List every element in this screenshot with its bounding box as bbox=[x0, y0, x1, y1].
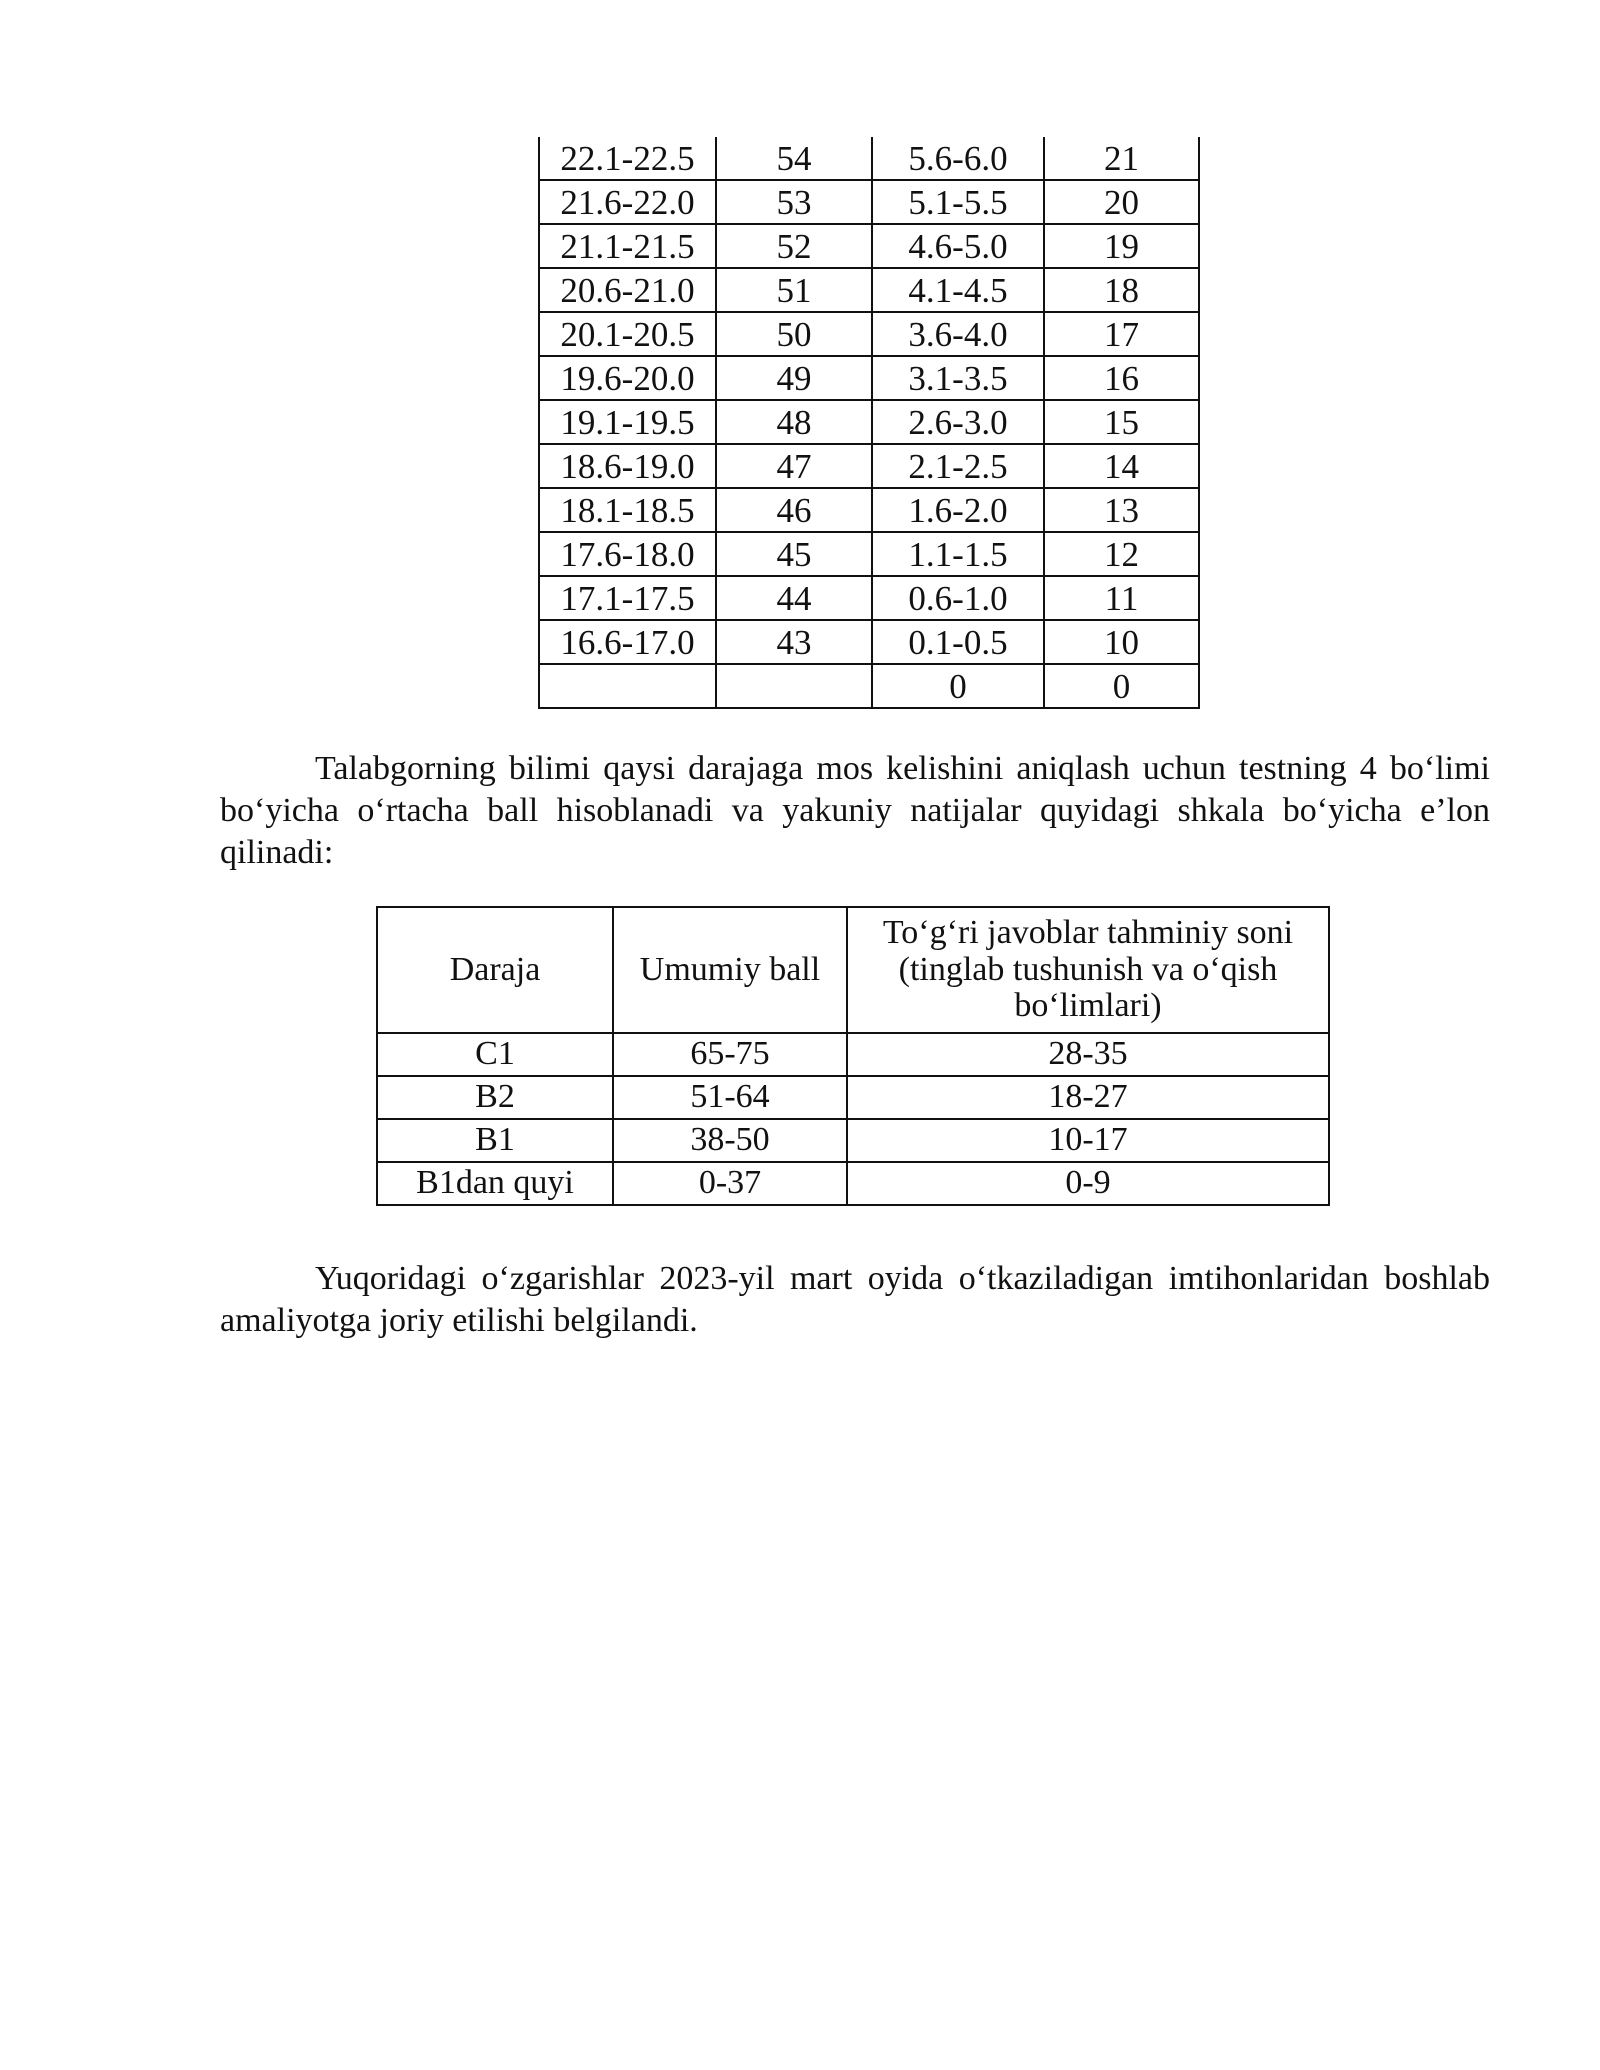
correct-answers-column-header bbox=[847, 907, 1329, 1033]
scale-intro-paragraph: Talabgorning bilimi qaysi darajaga mos kelishini aniqlash uchun testning 4 bo‘limi bo‘yicha o‘rtacha ball hisoblanadi va yakuniy natijalar quyidagi shkala bo‘yicha e’lon qilinadi: bbox=[220, 750, 1490, 871]
table-cell: 19.1-19.5 bbox=[539, 400, 716, 444]
table-cell: 0 bbox=[1044, 664, 1199, 708]
table-row bbox=[377, 1162, 1329, 1205]
table-cell: 3.1-3.5 bbox=[872, 356, 1044, 400]
table-cell: 17.1-17.5 bbox=[539, 576, 716, 620]
table-row bbox=[539, 268, 1199, 312]
level-table-header-row bbox=[377, 907, 1329, 1033]
table-cell: 3.6-4.0 bbox=[872, 312, 1044, 356]
table-cell: B2 bbox=[377, 1076, 613, 1119]
level-table-body bbox=[377, 1033, 1329, 1205]
table-cell: 15 bbox=[1044, 400, 1199, 444]
table-cell: 16 bbox=[1044, 356, 1199, 400]
table-cell: 1.6-2.0 bbox=[872, 488, 1044, 532]
table-cell: 19.6-20.0 bbox=[539, 356, 716, 400]
table-cell: 2.1-2.5 bbox=[872, 444, 1044, 488]
table-cell: 13 bbox=[1044, 488, 1199, 532]
total-score-column-header: Umumiy ball bbox=[613, 907, 847, 1033]
table-cell: 5.6-6.0 bbox=[872, 137, 1044, 180]
table-cell: 5.1-5.5 bbox=[872, 180, 1044, 224]
table-cell: 18 bbox=[1044, 268, 1199, 312]
table-cell: 4.1-4.5 bbox=[872, 268, 1044, 312]
table-cell: 49 bbox=[716, 356, 872, 400]
table-cell: 0.6-1.0 bbox=[872, 576, 1044, 620]
table-cell: 16.6-17.0 bbox=[539, 620, 716, 664]
table-cell: 10 bbox=[1044, 620, 1199, 664]
table-cell: 0-37 bbox=[613, 1162, 847, 1205]
table-cell: 20.1-20.5 bbox=[539, 312, 716, 356]
table-cell: 45 bbox=[716, 532, 872, 576]
table-row bbox=[539, 444, 1199, 488]
table-cell: 1.1-1.5 bbox=[872, 532, 1044, 576]
table-row bbox=[377, 1076, 1329, 1119]
table-cell: B1dan quyi bbox=[377, 1162, 613, 1205]
table-cell: 21.6-22.0 bbox=[539, 180, 716, 224]
table-row bbox=[539, 180, 1199, 224]
table-cell: 44 bbox=[716, 576, 872, 620]
implementation-paragraph: Yuqoridagi o‘zgarishlar 2023-yil mart oyida o‘tkaziladigan imtihonlaridan boshlab amaliyotga joriy etilishi belgilandi. bbox=[220, 1260, 1490, 1339]
level-scale-table bbox=[376, 906, 1330, 1206]
table-cell: 48 bbox=[716, 400, 872, 444]
table-cell: 19 bbox=[1044, 224, 1199, 268]
table-cell: 20.6-21.0 bbox=[539, 268, 716, 312]
level-column-header: Daraja bbox=[377, 907, 613, 1033]
table-cell: 2.6-3.0 bbox=[872, 400, 1044, 444]
table-cell: 12 bbox=[1044, 532, 1199, 576]
table-cell: 14 bbox=[1044, 444, 1199, 488]
table-row bbox=[539, 356, 1199, 400]
table-cell: 38-50 bbox=[613, 1119, 847, 1162]
table-row bbox=[377, 1119, 1329, 1162]
score-table-body bbox=[539, 137, 1199, 708]
table-cell: 0-9 bbox=[847, 1162, 1329, 1205]
table-row bbox=[539, 532, 1199, 576]
table-row bbox=[539, 488, 1199, 532]
table-row bbox=[539, 400, 1199, 444]
table-cell: 53 bbox=[716, 180, 872, 224]
table-cell: 20 bbox=[1044, 180, 1199, 224]
table-cell: 50 bbox=[716, 312, 872, 356]
table-cell: 52 bbox=[716, 224, 872, 268]
table-row bbox=[377, 1033, 1329, 1076]
table-cell: 0 bbox=[872, 664, 1044, 708]
table-cell: 0.1-0.5 bbox=[872, 620, 1044, 664]
table-cell: 18.6-19.0 bbox=[539, 444, 716, 488]
table-cell: 28-35 bbox=[847, 1033, 1329, 1076]
table-cell: 22.1-22.5 bbox=[539, 137, 716, 180]
table-cell: 51 bbox=[716, 268, 872, 312]
table-cell bbox=[716, 664, 872, 708]
table-row bbox=[539, 576, 1199, 620]
table-cell: 51-64 bbox=[613, 1076, 847, 1119]
table-row bbox=[539, 620, 1199, 664]
table-cell: 18-27 bbox=[847, 1076, 1329, 1119]
table-cell: 11 bbox=[1044, 576, 1199, 620]
table-cell: B1 bbox=[377, 1119, 613, 1162]
correct-answers-header-line-2: (tinglab tushunish va o‘qish bbox=[898, 950, 1278, 988]
table-cell: 43 bbox=[716, 620, 872, 664]
table-row bbox=[539, 137, 1199, 180]
score-conversion-table bbox=[538, 137, 1200, 709]
table-cell: 21.1-21.5 bbox=[539, 224, 716, 268]
table-cell: 21 bbox=[1044, 137, 1199, 180]
table-cell: 47 bbox=[716, 444, 872, 488]
table-cell: C1 bbox=[377, 1033, 613, 1076]
table-cell: 17 bbox=[1044, 312, 1199, 356]
table-row bbox=[539, 224, 1199, 268]
table-row bbox=[539, 312, 1199, 356]
table-cell: 10-17 bbox=[847, 1119, 1329, 1162]
table-cell: 4.6-5.0 bbox=[872, 224, 1044, 268]
table-cell: 65-75 bbox=[613, 1033, 847, 1076]
correct-answers-header-line-1: To‘g‘ri javoblar tahminiy soni bbox=[882, 913, 1294, 951]
table-row bbox=[539, 664, 1199, 708]
table-cell bbox=[539, 664, 716, 708]
table-cell: 17.6-18.0 bbox=[539, 532, 716, 576]
table-cell: 54 bbox=[716, 137, 872, 180]
table-cell: 46 bbox=[716, 488, 872, 532]
correct-answers-header-line-3: bo‘limlari) bbox=[1014, 987, 1162, 1025]
table-cell: 18.1-18.5 bbox=[539, 488, 716, 532]
